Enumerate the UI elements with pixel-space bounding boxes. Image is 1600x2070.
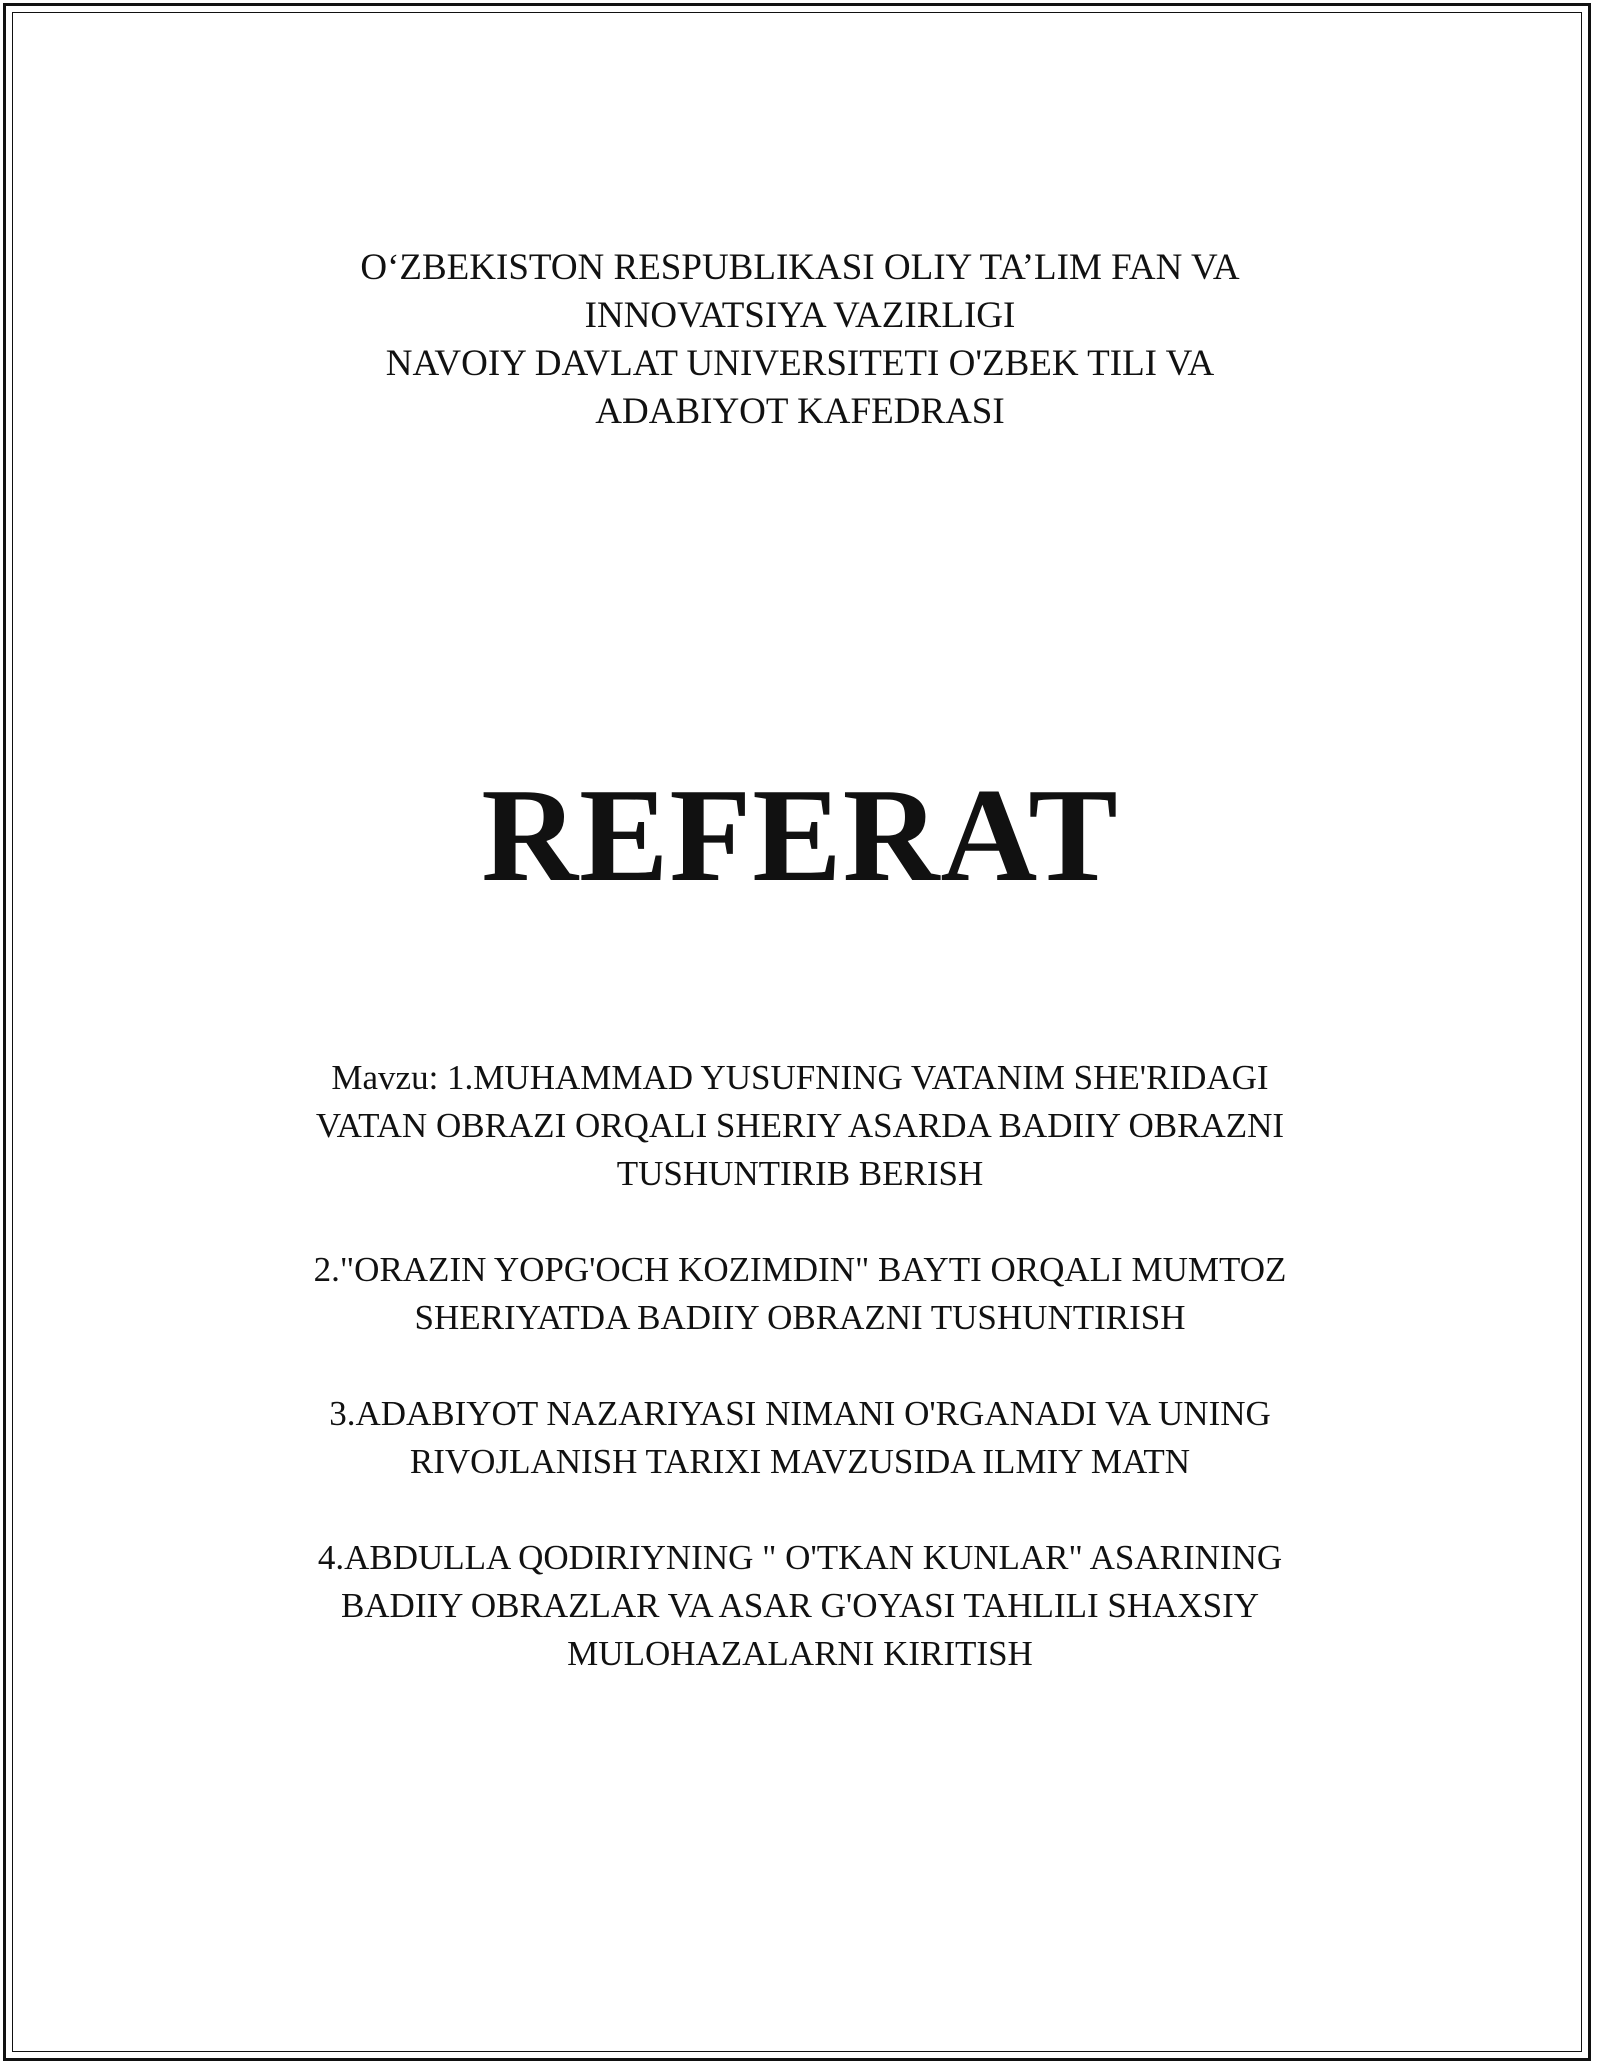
- ministry-header: [0, 244, 1600, 436]
- header-line: INNOVATSIYA VAZIRLIGI: [584, 295, 1016, 336]
- topic-line: TUSHUNTIRIB BERISH: [616, 1154, 984, 1193]
- topics-list: [0, 1054, 1600, 1726]
- topic-line: RIVOJLANISH TARIXI MAVZUSIDA ILMIY MATN: [409, 1442, 1191, 1481]
- topic-item: [0, 1534, 1600, 1678]
- header-line: ADABIYOT KAFEDRASI: [595, 391, 1005, 432]
- topic-line: Mavzu: 1.MUHAMMAD YUSUFNING VATANIM SHE'RIDAGI: [331, 1058, 1269, 1097]
- topic-line: 2."ORAZIN YOPG'OCH KOZIMDIN" BAYTI ORQALI MUMTOZ: [313, 1250, 1287, 1289]
- topic-item: [0, 1054, 1600, 1198]
- topic-line: SHERIYATDA BADIIY OBRAZNI TUSHUNTIRISH: [414, 1298, 1186, 1337]
- topic-item: [0, 1390, 1600, 1486]
- topic-item: [0, 1246, 1600, 1342]
- topic-line: BADIIY OBRAZLAR VA ASAR G'OYASI TAHLILI SHAXSIY: [340, 1586, 1260, 1625]
- document-title: REFERAT: [481, 761, 1119, 909]
- topic-line: VATAN OBRAZI ORQALI SHERIY ASARDA BADIIY OBRAZNI: [315, 1106, 1285, 1145]
- topic-line: 4.ABDULLA QODIRIYNING " O'TKAN KUNLAR" ASARINING: [317, 1538, 1283, 1577]
- header-line: O‘ZBEKISTON RESPUBLIKASI OLIY TA’LIM FAN VA: [360, 247, 1240, 288]
- topic-line: 3.ADABIYOT NAZARIYASI NIMANI O'RGANADI VA UNING: [329, 1394, 1271, 1433]
- header-line: NAVOIY DAVLAT UNIVERSITETI O'ZBEK TILI VA: [385, 343, 1215, 384]
- topic-line: MULOHAZALARNI KIRITISH: [567, 1634, 1033, 1673]
